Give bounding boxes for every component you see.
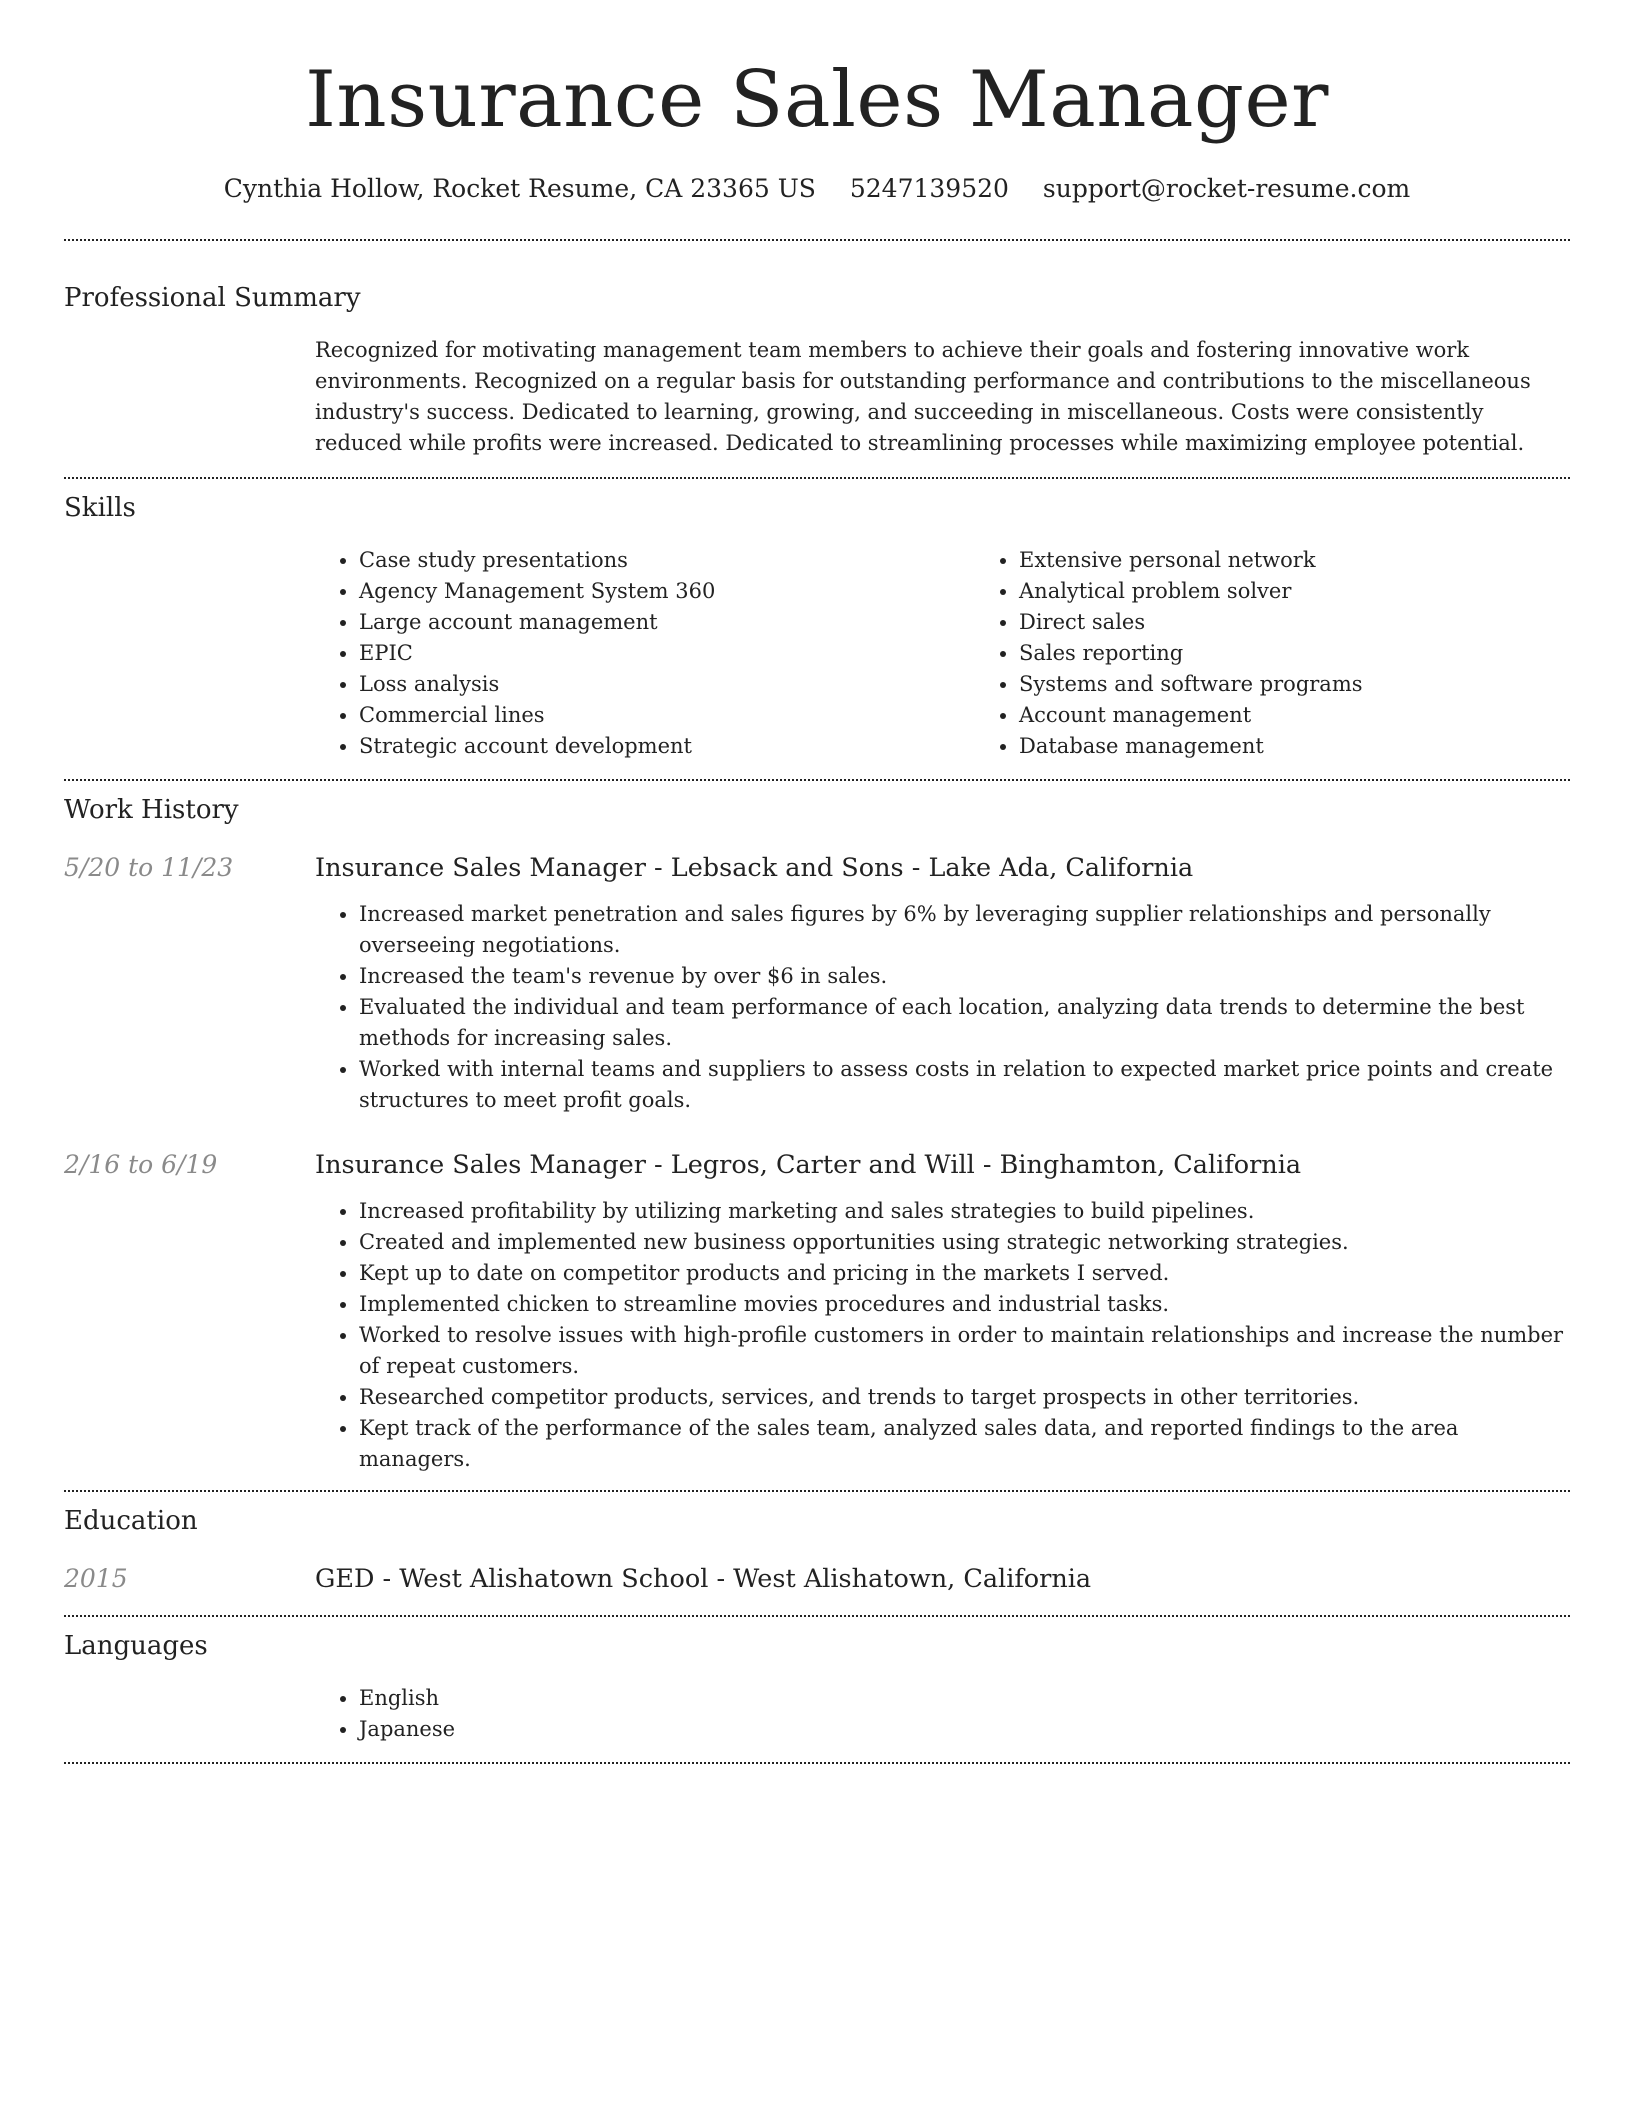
job-dates: 5/20 to 11/23 [64,853,234,882]
skills-list-right [975,545,1632,762]
work-heading: Work History [64,795,239,825]
skill-item: • Strategic account development [359,731,975,762]
job-bullet: • Implemented chicken to streamline movies procedures and industrial tasks. [359,1289,1570,1320]
contact-email: support@rocket-resume.com [1042,174,1411,203]
job-bullet: • Increased profitability by utilizing marketing and sales strategies to build pipelines. [359,1196,1570,1227]
summary-text: Recognized for motivating management team members to achieve their goals and fostering innovative work environments. Recognized on a regular basis for outstanding performance and contributions to the miscellaneous industry's success. Dedicated to learning, growing, and succeeding in miscellaneous. Costs were consistently reduced while profits were increased. Dedicated to streamlining processes while maximizing employee potential. [315,338,1531,455]
job-bullet: • Created and implemented new business opportunities using strategic networking strategies. [359,1227,1570,1258]
job-dates: 2/16 to 6/19 [64,1150,218,1179]
contact-address: Cynthia Hollow, Rocket Resume, CA 23365 US [223,174,816,203]
skill-item: • EPIC [359,638,975,669]
skill-item: • Agency Management System 360 [359,576,975,607]
divider [64,1490,1570,1492]
job-bullets [315,1196,1570,1475]
job-bullet: • Kept track of the performance of the sales team, analyzed sales data, and reported findings to the area managers. [359,1413,1570,1475]
skills-heading: Skills [64,493,136,523]
languages-section [64,1629,1570,1745]
job-bullet: • Evaluated the individual and team performance of each location, analyzing data trends to determine the best methods for increasing sales. [359,992,1570,1054]
skills-list-left [315,545,975,762]
language-item: • English [359,1683,1570,1714]
summary-heading: Professional Summary [64,283,361,313]
contact-phone: 5247139520 [849,174,1009,203]
job-entry [64,851,1570,1116]
skill-item: • Account management [1019,700,1632,731]
job-entry [64,1148,1570,1475]
education-heading: Education [64,1506,198,1536]
contact-line [64,172,1570,206]
skill-item: • Extensive personal network [1019,545,1632,576]
skills-section [64,491,1570,762]
job-bullet: • Increased market penetration and sales figures by 6% by leveraging supplier relationships and personally overseeing negotiations. [359,899,1570,961]
job-bullet: • Increased the team's revenue by over $6 in sales. [359,961,1570,992]
divider [64,239,1570,241]
work-section [64,793,1570,1475]
divider [64,1615,1570,1617]
languages-heading: Languages [64,1631,208,1661]
job-heading: Insurance Sales Manager - Lebsack and Sons - Lake Ada, California [315,853,1194,883]
job-bullet: • Researched competitor products, services, and trends to target prospects in other territories. [359,1382,1570,1413]
skill-item: • Loss analysis [359,669,975,700]
skill-item: • Analytical problem solver [1019,576,1632,607]
languages-list [315,1683,1570,1745]
education-year: 2015 [64,1564,128,1593]
divider [64,779,1570,781]
divider [64,477,1570,479]
education-heading-line: GED - West Alishatown School - West Alishatown, California [315,1564,1092,1594]
skill-item: • Sales reporting [1019,638,1632,669]
resume-name: Insurance Sales Manager [305,55,1329,145]
job-bullet: • Worked to resolve issues with high-profile customers in order to maintain relationships and increase the number of repeat customers. [359,1320,1570,1382]
resume-page [64,0,1570,1764]
skill-item: • Commercial lines [359,700,975,731]
job-bullets [315,899,1570,1116]
divider [64,1762,1570,1764]
skill-item: • Systems and software programs [1019,669,1632,700]
job-bullet: • Kept up to date on competitor products and pricing in the markets I served. [359,1258,1570,1289]
skill-item: • Database management [1019,731,1632,762]
skill-item: • Case study presentations [359,545,975,576]
summary-section [64,281,1570,459]
job-bullet: • Worked with internal teams and suppliers to assess costs in relation to expected market price points and create structures to meet profit goals. [359,1054,1570,1116]
language-item: • Japanese [359,1714,1570,1745]
job-heading: Insurance Sales Manager - Legros, Carter and Will - Binghamton, California [315,1150,1302,1180]
skill-item: • Direct sales [1019,607,1632,638]
education-section [64,1504,1570,1596]
skill-item: • Large account management [359,607,975,638]
